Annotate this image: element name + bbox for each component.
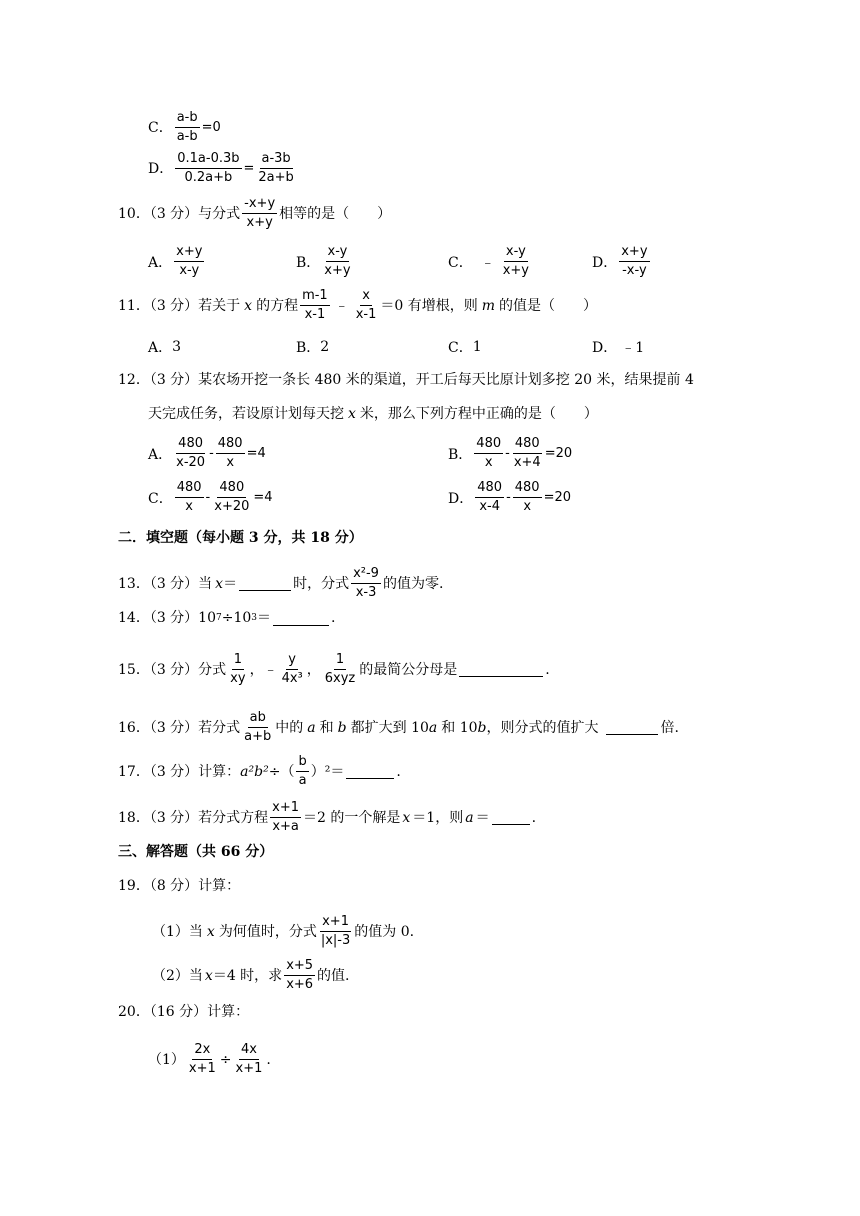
- option-label: B．: [296, 254, 321, 271]
- fraction: [270, 800, 301, 835]
- separator: ，: [306, 661, 321, 678]
- fraction: [174, 244, 204, 279]
- minus-sign: ﹣: [480, 254, 495, 271]
- fraction: [280, 652, 305, 687]
- question-text: 16．（3 分）若分式: [118, 719, 241, 736]
- question-19-part-2: [152, 958, 350, 993]
- denominator: xy: [230, 671, 246, 686]
- fraction: [322, 244, 352, 279]
- denominator: x: [484, 455, 493, 470]
- question-text: 米，那么下列方程中正确的是（ ）: [359, 406, 598, 422]
- option-label: C．: [448, 254, 473, 271]
- question-20-title: 20．（16 分）计算：: [118, 1004, 250, 1020]
- numerator: 480: [175, 480, 204, 498]
- q12-option-c: C． $\frac{480}{x}$ - $\frac{480}{x+20}$ =4: [148, 480, 273, 514]
- numerator: 1: [232, 652, 244, 670]
- fraction: [512, 436, 543, 471]
- question-text: 倍.: [660, 719, 679, 736]
- answer-blank[interactable]: [239, 576, 291, 591]
- question-19-part-1: [152, 914, 414, 949]
- fraction: [284, 958, 315, 993]
- denominator: x: [226, 455, 235, 470]
- denominator: 4x³: [281, 671, 303, 686]
- question-text: ＝: [257, 610, 272, 626]
- variable: a: [465, 809, 474, 826]
- question-text: ＝2 的一个解是: [303, 809, 401, 826]
- question-13: [118, 566, 443, 601]
- question-text: ＝0 有增根，则: [380, 297, 478, 314]
- numerator: 480: [513, 436, 542, 454]
- question-text: 的最简公分母是: [359, 661, 458, 678]
- question-text: 的值为零.: [382, 575, 444, 592]
- denominator: x+y: [246, 215, 273, 230]
- option-label: D．: [148, 160, 174, 177]
- fraction: [242, 710, 273, 745]
- variable: x: [348, 406, 356, 422]
- denominator: a+b: [244, 729, 272, 744]
- section-heading: 三、解答题（共 66 分）: [118, 844, 274, 860]
- fraction: [354, 288, 379, 323]
- numerator: 480: [513, 480, 542, 498]
- numerator: x-y: [326, 244, 350, 262]
- fraction: [175, 110, 200, 145]
- question-text: 的值.: [317, 967, 350, 984]
- variable: x: [206, 923, 215, 940]
- q9-option-d: [148, 151, 298, 186]
- question-text: 的值为 0.: [354, 923, 415, 940]
- equals: =: [243, 160, 255, 176]
- numerator: m-1: [300, 288, 330, 306]
- q12-option-b: B． $\frac{480}{x}$ - $\frac{480}{x+4}$ =20: [448, 436, 573, 470]
- fraction: [323, 652, 357, 687]
- answer-blank[interactable]: [346, 764, 394, 779]
- numerator: a-3b: [260, 151, 293, 169]
- answer-blank[interactable]: [459, 662, 543, 677]
- numerator: 480: [176, 436, 205, 454]
- fraction: [501, 244, 531, 279]
- numerator: x²-9: [351, 566, 381, 584]
- question-text: ）²＝: [310, 763, 345, 780]
- fraction: [234, 1042, 265, 1077]
- denominator: -x-y: [622, 263, 647, 278]
- question-text: 14．（3 分）10: [118, 610, 216, 626]
- fraction: [175, 151, 241, 186]
- numerator: ab: [248, 710, 268, 728]
- rhs: =0: [201, 119, 221, 135]
- denominator: x+20: [214, 499, 250, 514]
- numerator: a-b: [175, 110, 200, 128]
- question-text: 的方程: [256, 297, 299, 314]
- fraction: [242, 196, 277, 231]
- option-label: D．: [448, 490, 474, 507]
- question-19-title: 19．（8 分）计算：: [118, 878, 241, 894]
- rhs: =20: [544, 446, 573, 461]
- denominator: x+y: [502, 263, 529, 278]
- fraction: [174, 436, 207, 471]
- fraction: [296, 754, 308, 789]
- denominator: x-3: [355, 585, 377, 600]
- question-text: （1）: [148, 1051, 185, 1068]
- q11-option-c: [448, 337, 482, 357]
- option-label: C．: [448, 340, 473, 356]
- rhs: =4: [246, 446, 266, 461]
- question-text: （1）当: [152, 923, 203, 940]
- fraction: [319, 914, 352, 949]
- variable: x: [215, 575, 224, 592]
- fraction: [475, 480, 504, 515]
- question-14: [118, 608, 335, 628]
- question-20-part-1: [148, 1042, 271, 1077]
- denominator: a: [298, 773, 307, 788]
- question-15: [118, 652, 550, 687]
- numerator: 2x: [192, 1042, 212, 1060]
- denominator: |x|-3: [320, 933, 351, 948]
- q11-option-d: [592, 337, 644, 357]
- question-text: .: [545, 661, 550, 678]
- q11-option-b: [296, 337, 329, 357]
- question-text: 时，分式: [293, 575, 350, 592]
- fraction: [256, 151, 295, 186]
- variable: b: [477, 719, 487, 736]
- numerator: 480: [475, 480, 504, 498]
- denominator: x-1: [355, 307, 377, 322]
- option-value: 3: [172, 339, 182, 355]
- numerator: y: [286, 652, 298, 670]
- question-text: 的值是（ ）: [499, 297, 598, 314]
- fraction: [619, 244, 649, 279]
- question-12-line2: [148, 404, 598, 424]
- denominator: 2a+b: [258, 170, 294, 185]
- denominator: x+1: [188, 1061, 216, 1076]
- variable: x: [244, 297, 253, 314]
- fraction: [513, 480, 542, 515]
- numerator: x+1: [320, 914, 351, 932]
- variable: b: [337, 719, 347, 736]
- option-label: D．: [592, 340, 618, 356]
- rhs: =20: [543, 490, 572, 505]
- numerator: x-y: [504, 244, 528, 262]
- variable: a: [307, 719, 316, 736]
- question-text: 和: [319, 719, 334, 736]
- question-text: .: [331, 610, 336, 626]
- q11-option-a: [148, 337, 181, 357]
- question-text: （2）当: [152, 967, 203, 984]
- question-text: ，则分式的值扩大: [486, 719, 599, 736]
- question-text: 都扩大到 10: [350, 719, 429, 736]
- denominator: x+6: [286, 977, 314, 992]
- fraction: [351, 566, 381, 601]
- variable: a: [428, 719, 438, 736]
- question-text: ÷（: [268, 763, 295, 780]
- numerator: x+y: [619, 244, 649, 262]
- numerator: x+1: [270, 800, 301, 818]
- q10-option-a: [148, 244, 206, 279]
- q10-option-d: [592, 244, 652, 279]
- q10-option-c: [448, 244, 533, 279]
- question-text: 天完成任务，若设原计划每天挖: [148, 406, 344, 422]
- option-label: A．: [148, 446, 173, 463]
- numerator: 0.1a-0.3b: [175, 151, 241, 169]
- question-text: 12．（3 分）某农场开挖一条长 480 米的渠道，开工后每天比原计划多挖 20 米，结果提前 4: [118, 372, 694, 388]
- divide-sign: ÷: [219, 1051, 232, 1068]
- question-text: .: [396, 763, 401, 780]
- denominator: x-1: [304, 307, 326, 322]
- expression: a²b²: [240, 763, 269, 780]
- option-value: 1: [472, 339, 482, 355]
- exponent: 7: [216, 613, 222, 623]
- q12-option-d: D． $\frac{480}{x-4}$ - $\frac{480}{x}$ =20: [448, 480, 572, 514]
- separator: ，: [249, 661, 264, 678]
- option-value: 2: [320, 339, 330, 355]
- denominator: a-b: [176, 129, 198, 144]
- denominator: 6xyz: [324, 671, 356, 686]
- fraction: [216, 436, 245, 471]
- denominator: 0.2a+b: [184, 170, 233, 185]
- question-16: [118, 710, 679, 745]
- question-text: ＝: [223, 575, 238, 592]
- question-text: 为何值时，分式: [218, 923, 317, 940]
- q9-option-c: [148, 110, 221, 145]
- numerator: x: [360, 288, 372, 306]
- option-label: A．: [148, 340, 173, 356]
- denominator: x+1: [235, 1061, 263, 1076]
- question-text: ÷10: [221, 610, 252, 626]
- minus-sign: ﹣: [263, 661, 278, 678]
- denominator: x: [523, 499, 532, 514]
- option-label: C．: [148, 490, 173, 507]
- numerator: -x+y: [242, 196, 277, 214]
- option-label: D．: [592, 254, 618, 271]
- fraction: [474, 436, 503, 471]
- question-text: 10．（3 分）与分式: [118, 205, 241, 222]
- question-text: 11．（3 分）若关于: [118, 297, 241, 314]
- exponent: 3: [251, 613, 258, 623]
- variable: x: [402, 809, 411, 826]
- section-heading: 二．填空题（每小题 3 分，共 18 分）: [118, 530, 363, 546]
- question-11: [118, 288, 597, 323]
- option-label: B．: [448, 446, 473, 463]
- numerator: b: [296, 754, 308, 772]
- question-text: 和 10: [441, 719, 478, 736]
- option-label: A．: [148, 254, 173, 271]
- numerator: 4x: [239, 1042, 259, 1060]
- fraction: [175, 480, 204, 515]
- rhs: =4: [253, 490, 273, 505]
- question-text: 17．（3 分）计算：: [118, 763, 241, 780]
- minus-sign: ﹣: [334, 297, 349, 314]
- numerator: 480: [216, 436, 245, 454]
- question-18: [118, 800, 536, 835]
- fraction: [228, 652, 247, 687]
- period: .: [266, 1051, 271, 1068]
- denominator: x: [185, 499, 193, 514]
- numerator: x+5: [284, 958, 315, 976]
- fraction: [300, 288, 330, 323]
- answer-blank[interactable]: [606, 720, 658, 735]
- question-text: ＝1，则: [412, 809, 464, 826]
- answer-blank[interactable]: [492, 810, 530, 825]
- fraction: [187, 1042, 218, 1077]
- numerator: x+y: [174, 244, 204, 262]
- question-text: ＝4 时，求: [212, 967, 283, 984]
- numerator: 1: [334, 652, 346, 670]
- question-17: [118, 754, 401, 789]
- question-text: 相等的是（ ）: [279, 205, 392, 222]
- question-12: [118, 370, 694, 390]
- question-text: 13．（3 分）当: [118, 575, 213, 592]
- variable: x: [204, 967, 213, 984]
- question-10: [118, 196, 391, 231]
- q10-option-b: [296, 244, 355, 279]
- question-text: 中的: [275, 719, 304, 736]
- option-value: ﹣1: [621, 340, 645, 356]
- option-label: C．: [148, 119, 173, 136]
- question-text: 15．（3 分）分式: [118, 661, 227, 678]
- denominator: x-y: [179, 263, 200, 278]
- numerator: 480: [217, 480, 246, 498]
- denominator: x+y: [324, 263, 351, 278]
- variable: m: [481, 297, 496, 314]
- fraction: [212, 480, 251, 515]
- numerator: 480: [474, 436, 503, 454]
- denominator: x+4: [513, 455, 541, 470]
- question-text: ＝: [475, 809, 490, 826]
- denominator: x+a: [272, 819, 299, 834]
- answer-blank[interactable]: [273, 611, 329, 626]
- q12-option-a: A． $\frac{480}{x-20}$ - $\frac{480}{x}$ =4: [148, 436, 266, 470]
- denominator: x-4: [479, 499, 500, 514]
- question-text: 18．（3 分）若分式方程: [118, 809, 269, 826]
- denominator: x-20: [176, 455, 206, 470]
- option-label: B．: [296, 340, 321, 356]
- question-text: .: [531, 809, 537, 826]
